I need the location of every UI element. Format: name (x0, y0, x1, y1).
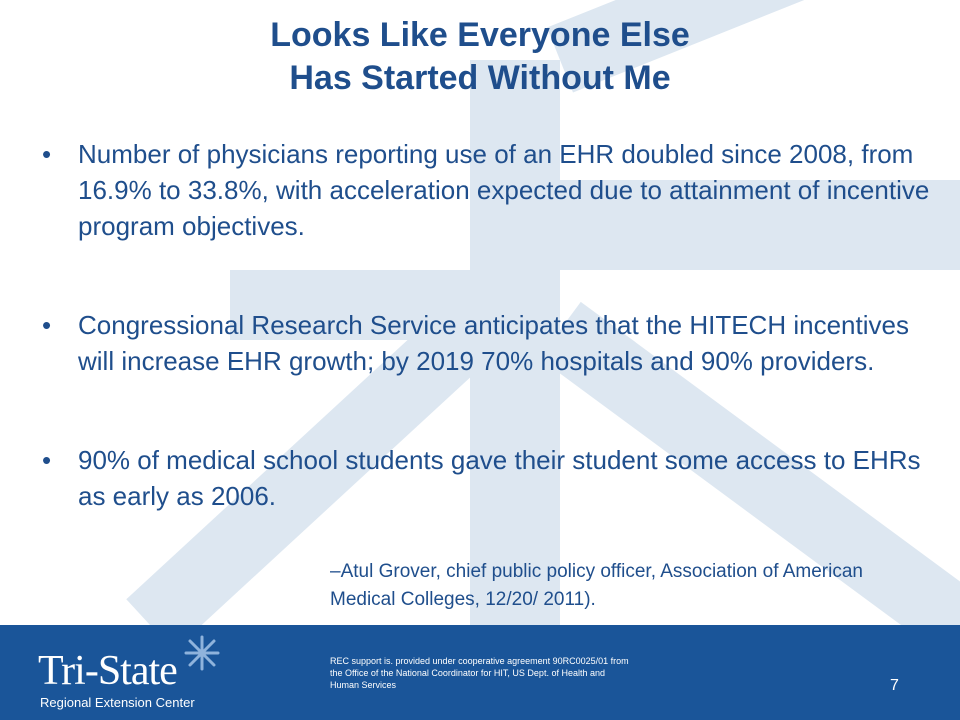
bullet-list (42, 136, 932, 514)
bullet-text: 90% of medical school students gave their student some access to EHRs as early as 2006. (78, 445, 921, 511)
logo-subtitle: Regional Extension Center (40, 695, 195, 710)
footer-bar (0, 625, 960, 720)
funding-note: REC support is. provided under cooperative agreement 90RC0025/01 from the Office of the National Coordinator for HIT, US Dept. of Health and Human Services (330, 656, 629, 690)
bullet-item (42, 136, 932, 244)
bullet-item (42, 307, 932, 379)
attribution-quote: –Atul Grover, chief public policy officer, Association of American Medical Colleges, 12/20/ 2011). (330, 561, 863, 610)
bullet-dot: • (42, 139, 52, 169)
star-burst-icon (184, 635, 220, 671)
bullet-dot: • (42, 445, 52, 475)
title-line-1: Looks Like Everyone Else (270, 16, 690, 54)
bullet-dot: • (42, 310, 52, 340)
title-line-2: Has Started Without Me (289, 59, 671, 97)
bullet-item (42, 442, 932, 514)
logo-wordmark: Tri-State (38, 648, 177, 694)
tri-state-logo (38, 635, 218, 715)
bullet-text: Number of physicians reporting use of an EHR doubled since 2008, from 16.9% to 33.8%, with acceleration expected due to attainment of incentive program objectives. (78, 139, 930, 241)
bullet-text: Congressional Research Service anticipates that the HITECH incentives will increase EHR growth; by 2019 70% hospitals and 90% providers. (78, 310, 909, 376)
page-number: 7 (890, 677, 899, 694)
slide-title (0, 14, 960, 100)
